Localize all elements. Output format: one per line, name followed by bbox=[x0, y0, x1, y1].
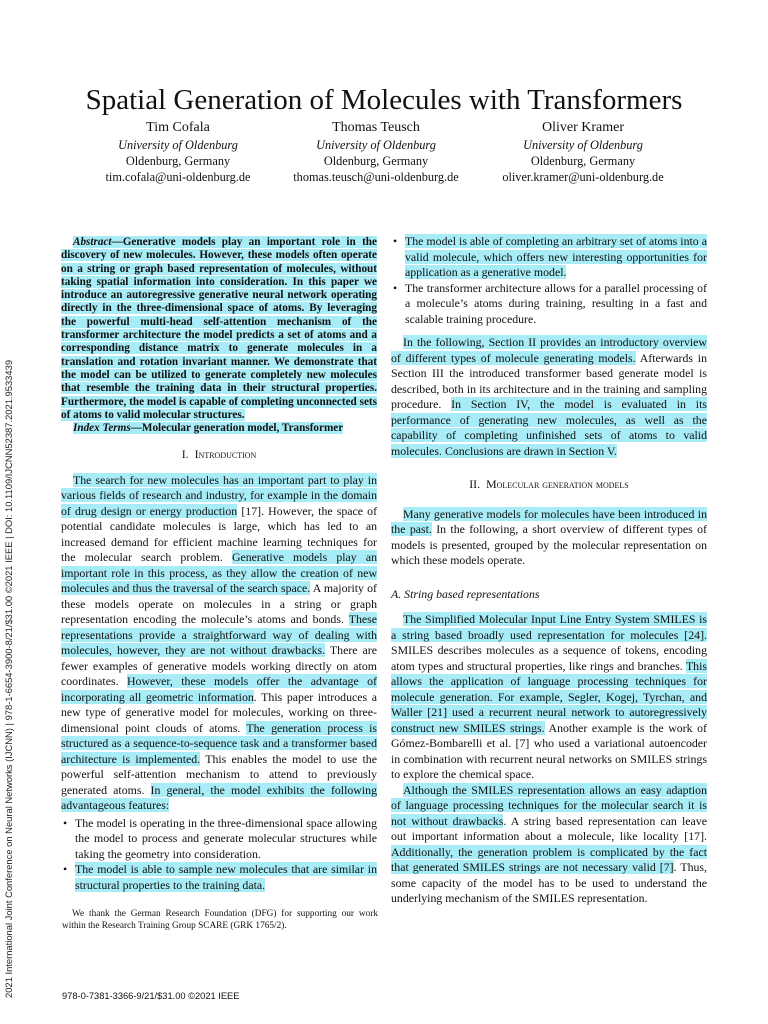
author-email: oliver.kramer@uni-oldenburg.de bbox=[502, 170, 664, 184]
author-email: thomas.teusch@uni-oldenburg.de bbox=[293, 170, 459, 184]
list-item: • The transformer architecture allows for a parallel processing of a molecule’s atoms during training, resulting in a fast and scalable training procedure. bbox=[405, 281, 707, 328]
author-location: Oldenburg, Germany bbox=[323, 154, 429, 168]
sidebar-citation: 2021 International Joint Conference on Neural Networks (IJCNN) | 978-1-6654-3900-8/21/$31.00 ©2021 IEEE | DOI: 10.1109/IJCNN52387.2021.9533439 bbox=[3, 359, 14, 998]
abstract-text: —Generative models play an important role in the discovery of new molecules. However, these models often operate on a string or graph based representation of molecules, without taking spatial information into consideration. In this paper we introduce an autoregressive generative neural network operating directly in the three-dimensional space of atoms. By leveraging the powerful multi-head self-attention mechanism of the transformer architecture the model predicts a set of atoms and a corresponding distance matrix to generate molecules in a translation and rotation invariant manner. We demonstrate that the model can be utilized to generate completely new molecules that resemble the training data in their structural properties. Furthermore, the model is capable of completing unconnected sets of atoms to valid molecular structures. bbox=[61, 236, 377, 421]
index-terms-label: Index Terms bbox=[73, 422, 131, 435]
footer-copyright: 978-0-7381-3366-9/21/$31.00 ©2021 IEEE bbox=[62, 991, 240, 1001]
author-affiliation: University of Oldenburg bbox=[118, 138, 238, 152]
smiles-drawbacks-paragraph: Although the SMILES representation allows an easy adaption of language processing techniques for the molecular search it is not without drawbacks. A string based representation can leave out important information about a molecule, like locality [17]. Additionally, the generation problem is complicated by the fact that generated SMILES strings are not necessary valid [7]. Thus, some capacity of the model has to be used to understand the underlying mechanism of the SMILES representation. bbox=[391, 782, 707, 905]
author-block bbox=[463, 119, 703, 185]
intro-paragraph: The search for new molecules has an important part to play in various fields of research and industry, for example in the domain of drug design or energy production [17]. However, the space of potential candidate molecules is large, which has led to an increased demand for efficient machine learning techniques for the molecular search problem. Generative models play an important role in this process, as they allow the creation of new molecules and thus the traversal of the search space. A majority of these models operate on molecules in a string or graph representation encoding the molecule’s atoms and bonds. These representations provide a straightforward way of dealing with molecules, however, they are not without drawbacks. There are fewer examples of generative models working directly on atom coordinates. However, these models offer the advantage of incorporating all geometric information. This paper introduces a new type of generative model for molecules, working on three-dimensional point clouds of atoms. The generation process is structured as a sequence-to-sequence task and a transformer based architecture is implemented. This enables the model to use the powerful self-attention mechanism to attend to previously generated atoms. In general, the model exhibits the following advantageous features: bbox=[61, 472, 378, 813]
left-column bbox=[61, 236, 377, 895]
author-name: Thomas Teusch bbox=[332, 120, 420, 135]
paper-title: Spatial Generation of Molecules with Transformers bbox=[85, 84, 683, 117]
index-terms-text: —Molecular generation model, Transformer bbox=[130, 422, 344, 435]
feature-list-continued bbox=[391, 234, 707, 327]
author-location: Oldenburg, Germany bbox=[125, 154, 231, 168]
section-heading: II. Molecular generation models bbox=[469, 477, 629, 491]
index-terms bbox=[61, 422, 377, 435]
section-heading: I. Introduction bbox=[181, 447, 257, 462]
footnote: We thank the German Research Foundation (DFG) for supporting our work within the Research Training Group SCARE (GRK 1765/2). bbox=[62, 909, 378, 931]
list-item: • The model is able to sample new molecules that are similar in structural properties to the training data. bbox=[75, 862, 377, 893]
smiles-paragraph: The Simplified Molecular Input Line Entry System SMILES is a string based broadly used representation for molecules [24]. SMILES describes molecules as a sequence of tokens, encoding atom types and structural properties, like rings and branches. This allows the application of language processing techniques for molecule generation. For example, Segler, Kogej, Tyrchan, and Waller [21] used a recurrent neural network to autoregressively construct new SMILES strings. Another example is the work of Gómez-Bombarelli et al. [7] who used a variational autoencoder in combination with recurrent neural networks on SMILES strings to explore the chemical space. bbox=[391, 612, 707, 781]
abstract-label: Abstract bbox=[73, 236, 112, 248]
author-block bbox=[256, 119, 496, 185]
section2-paragraph: Many generative models for molecules have been introduced in the past. In the following, a short overview of different types of models is presented, grouped by the molecular representation on which these models operate. bbox=[391, 506, 707, 567]
outline-paragraph: In the following, Section II provides an introductory overview of different types of molecule generating models. Afterwards in Section III the introduced transformer based generate model is described, both in its architecture and in the training and sampling procedure. In Section IV, the model is evaluated in its performance of generating new molecules, as well as the capability of completing unfinished sets of atoms to valid molecules. Conclusions are drawn in Section V. bbox=[391, 335, 707, 458]
feature-list bbox=[61, 816, 377, 894]
author-name: Oliver Kramer bbox=[541, 120, 625, 135]
abstract bbox=[61, 236, 377, 422]
author-location: Oldenburg, Germany bbox=[530, 154, 636, 168]
author-name: Tim Cofala bbox=[146, 120, 210, 135]
subsection-heading: A. String based representations bbox=[391, 586, 540, 601]
list-item: • The model is operating in the three-dimensional space allowing the model to process and generate molecular structures while taking the geometry into consideration. bbox=[75, 816, 377, 863]
author-affiliation: University of Oldenburg bbox=[316, 138, 436, 152]
right-column bbox=[391, 234, 707, 907]
author-email: tim.cofala@uni-oldenburg.de bbox=[105, 170, 251, 184]
author-affiliation: University of Oldenburg bbox=[523, 138, 643, 152]
list-item: • The model is able of completing an arbitrary set of atoms into a valid molecule, which offers new interesting opportunities for application as a generative model. bbox=[405, 234, 707, 281]
